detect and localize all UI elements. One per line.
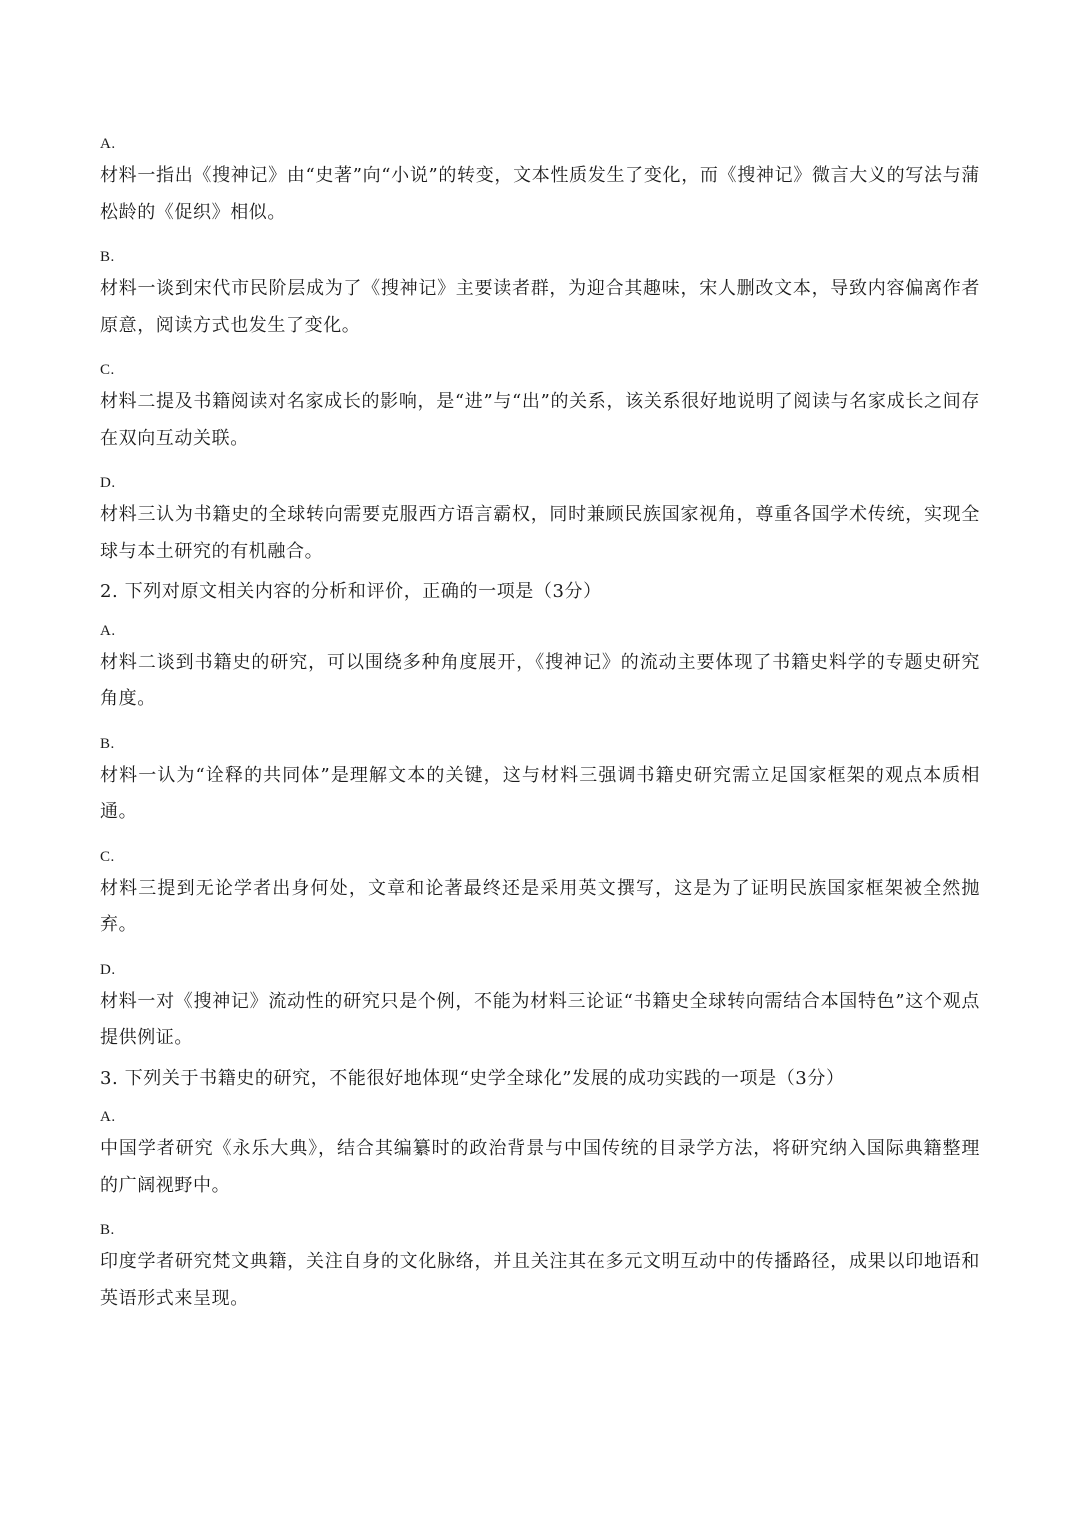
option-text: 材料一认为“诠释的共同体”是理解文本的关键，这与材料三强调书籍史研究需立足国家框架的观点本质相通。 [100,764,980,822]
option-block [100,1218,980,1317]
option-text: 材料一谈到宋代市民阶层成为了《搜神记》主要读者群，为迎合其趣味，宋人删改文本，导致内容偏离作者原意，阅读方式也发生了变化。 [100,278,980,336]
option-label: B. [100,1222,115,1238]
option-block [100,619,980,718]
option-text: 材料二谈到书籍史的研究，可以围绕多种角度展开，《搜神记》的流动主要体现了书籍史料学的专题史研究角度。 [100,651,980,709]
option-label: C. [100,362,115,378]
option-text: 中国学者研究《永乐大典》，结合其编纂时的政治背景与中国传统的目录学方法，将研究纳入国际典籍整理的广阔视野中。 [100,1138,980,1196]
option-text: 材料一指出《搜神记》由“史著”向“小说”的转变，文本性质发生了变化，而《搜神记》微言大义的写法与蒲松龄的《促织》相似。 [100,165,980,223]
option-label: B. [100,735,115,752]
option-label: D. [100,475,116,491]
question-2-stem: 2. 下列对原文相关内容的分析和评价，正确的一项是（3分） [100,581,602,602]
option-label: D. [100,961,116,978]
option-block [100,471,980,570]
option-block [100,1105,980,1204]
option-block [100,845,980,944]
option-text: 材料二提及书籍阅读对名家成长的影响，是“进”与“出”的关系，该关系很好地说明了阅读与名家成长之间存在双向互动关联。 [100,391,980,449]
option-label: C. [100,848,115,865]
option-label: A. [100,136,116,152]
option-block [100,358,980,457]
option-text: 材料一对《搜神记》流动性的研究只是个例，不能为材料三论证“书籍史全球转向需结合本国特色”这个观点提供例证。 [100,990,980,1048]
exam-page [100,132,980,1331]
option-block [100,245,980,344]
option-text: 材料三提到无论学者出身何处，文章和论著最终还是采用英文撰写，这是为了证明民族国家框架被全然抛弃。 [100,877,980,935]
option-text: 印度学者研究梵文典籍，关注自身的文化脉络，并且关注其在多元文明互动中的传播路径，成果以印地语和英语形式来呈现。 [100,1251,980,1309]
option-label: A. [100,622,116,639]
option-label: A. [100,1109,116,1125]
option-block [100,732,980,831]
option-block [100,958,980,1057]
option-label: B. [100,249,115,265]
option-text: 材料三认为书籍史的全球转向需要克服西方语言霸权，同时兼顾民族国家视角，尊重各国学术传统，实现全球与本土研究的有机融合。 [100,504,980,562]
question-3-stem: 3. 下列关于书籍史的研究，不能很好地体现“史学全球化”发展的成功实践的一项是（3分） [100,1067,845,1089]
option-block [100,132,980,231]
